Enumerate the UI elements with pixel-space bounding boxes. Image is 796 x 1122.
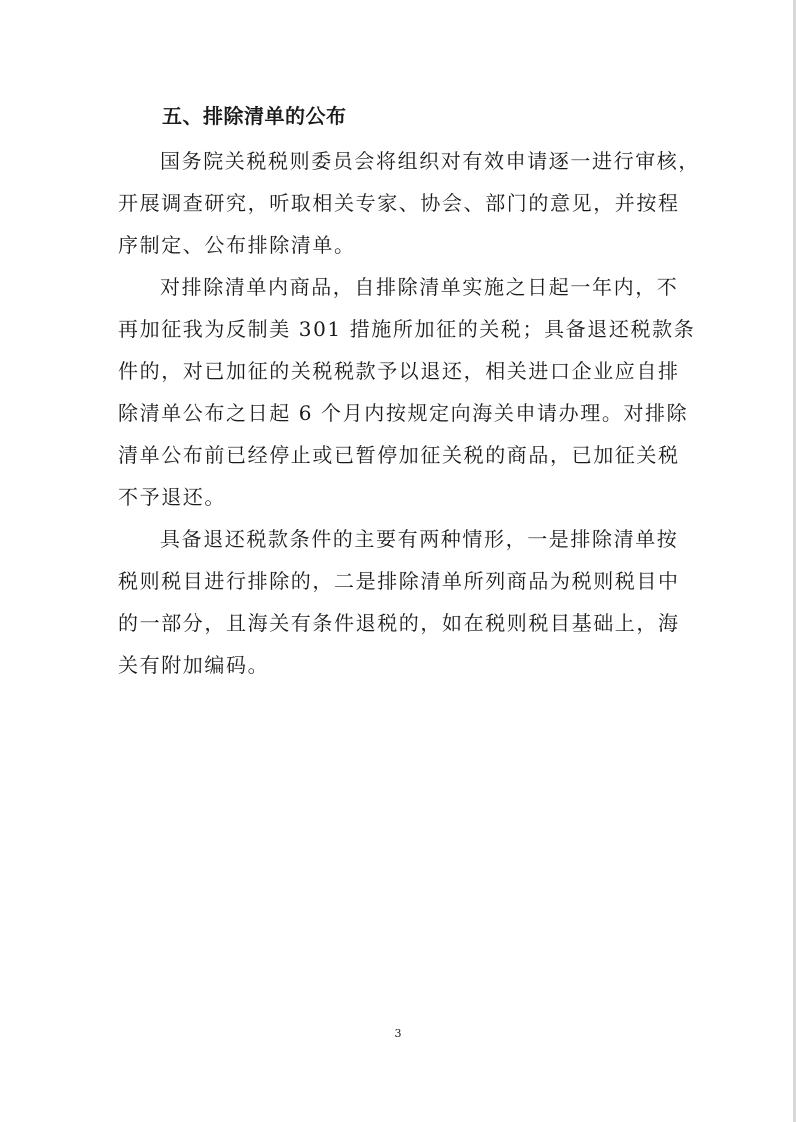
text-line: 件的，对已加征的关税税款予以退还，相关进口企业应自排 [118,359,680,383]
text-line: 关有附加编码。 [118,653,270,677]
section-heading: 五、排除清单的公布 [162,104,347,128]
text-line: 序制定、公布排除清单。 [118,233,356,257]
body-text [118,140,718,686]
text-line: 国务院关税税则委员会将组织对有效申请逐一进行审核， [160,149,700,173]
text-line: 除清单公布之日起 6 个月内按规定向海关申请办理。对排除 [118,401,689,425]
paragraph-review [118,140,718,266]
text-line: 税则税目进行排除的，二是排除清单所列商品为税则税目中 [118,569,680,593]
text-line: 不予退还。 [118,485,226,509]
paragraph-tariff-refund [118,266,718,518]
text-line: 的一部分，且海关有条件退税的，如在税则税目基础上，海 [118,611,680,635]
text-line: 对排除清单内商品，自排除清单实施之日起一年内，不 [160,275,679,299]
text-line: 再加征我为反制美 301 措施所加征的关税；具备退还税款条 [118,317,696,341]
text-line: 开展调查研究，听取相关专家、协会、部门的意见，并按程 [118,191,680,215]
paragraph-refund-conditions [118,518,718,686]
text-line: 具备退还税款条件的主要有两种情形，一是排除清单按 [160,527,679,551]
page-number: 3 [394,1027,402,1040]
text-line: 清单公布前已经停止或已暂停加征关税的商品，已加征关税 [118,443,680,467]
